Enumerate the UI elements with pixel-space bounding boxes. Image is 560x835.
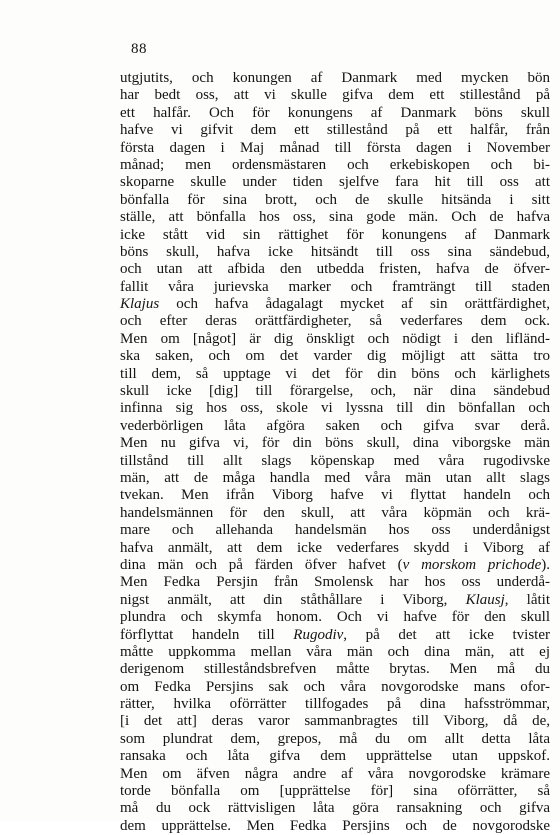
text-line: [i det att] deras varor sammanbragtes till Viborg, då de, — [120, 713, 550, 730]
text-line: hafva anmält, att dem icke vederfares skydd i Viborg af — [120, 539, 550, 556]
text-line: infinna sig hos oss, skole vi lyssna till din bönfallan och — [120, 400, 550, 417]
text-line: rätter, hvilka oförrätter tillfogades på dina hafsströmmar, — [120, 696, 550, 713]
text-line: tvekan. Men ifrån Viborg hafve vi flyttat handeln och — [120, 487, 550, 504]
text-line: derigenom stilleståndsbrefven måtte brytas. Men må du — [120, 661, 550, 678]
text-line: skull icke [dig] till förargelse, och, när dina sändebud — [120, 383, 550, 400]
text-line: om Fedka Persjins sak och våra novgorodske mans ofor- — [120, 678, 550, 695]
text-line: första dagen i Maj månad till första dagen i November — [120, 139, 550, 156]
text-line: handelsmännen för den skull, att våra köpmän och krä- — [120, 504, 550, 521]
text-line: måtte uppkomma mellan våra män och dina män, att ej — [120, 643, 550, 660]
text-line: ransaka och låta gifva dem upprättelse utan uppskof. — [120, 748, 550, 765]
text-line: plundra och skymfa honom. Och vi hafve för den skull — [120, 609, 550, 626]
text-line: skoparne skulle under tiden sjelfve fara hit till oss att — [120, 174, 550, 191]
text-line: förflyttat handeln till Rugodiv, på det att icke tvister — [120, 626, 550, 643]
text-line: och efter deras orättfärdigheter, så vederfares dem ock. — [120, 313, 550, 330]
text-line: nigst anmält, att din ståthållare i Viborg, Klausj, låtit — [120, 591, 550, 608]
text-line: Men om [något] är dig önskligt och nödigt i den lifländ- — [120, 330, 550, 347]
text-line: dina män och på färden öfver hafvet (v morskom prichode). — [120, 556, 550, 573]
text-line: icke stått vid sin rättighet för konungens af Danmark — [120, 226, 550, 243]
text-line: ställe, att bönfalla hos oss, sina gode män. Och de hafva — [120, 209, 550, 226]
text-line: till dem, så upptage vi det för din böns och kärlighets — [120, 365, 550, 382]
text-line: böns skull, hafva icke hitsändt till oss sina sändebud, — [120, 243, 550, 260]
text-line: och utan att afbida den utbedda fristen, hafva de öfver- — [120, 261, 550, 278]
text-line: ska saken, och om det varder dig möjligt att sätta tro — [120, 348, 550, 365]
text-line: bönfalla för sina brott, och de skulle hitsända i sitt — [120, 191, 550, 208]
text-line: som plundrat dem, grepos, må du om allt detta låta — [120, 730, 550, 747]
text-line: dem upprättelse. Men Fedka Persjins och de novgorodske — [120, 817, 550, 834]
text-line: Men nu gifva vi, för din böns skull, dina viborgske män — [120, 435, 550, 452]
text-line: torde bönfalla om [upprättelse för] sina oförrätter, så — [120, 783, 550, 800]
text-line: utgjutits, och konungen af Danmark med mycken bön — [120, 70, 550, 86]
page-number: 88 — [131, 41, 147, 57]
text-line: har bedt oss, att vi skulle gifva dem ett stillestånd på — [120, 87, 550, 104]
text-line: män, att de måga handla med våra män utan allt slags — [120, 469, 550, 486]
text-line: månad; men ordensmästaren och erkebiskopen och bi- — [120, 156, 550, 173]
text-line: ett halfår. Och för konungens af Danmark böns skull — [120, 104, 550, 121]
text-line: Men om äfven några andre af våra novgorodske krämare — [120, 765, 550, 782]
text-line: vederbörligen låta afgöra saken och gifva svar derå. — [120, 417, 550, 434]
text-line: mare och allehanda handelsmän hos oss underdånigst — [120, 522, 550, 539]
text-line: må du ock rättvisligen låta göra ransakning och gifva — [120, 800, 550, 817]
body-text — [120, 70, 550, 835]
text-line: Klajus och hafva ådagalagt mycket af sin orättfärdighet, — [120, 296, 550, 313]
text-line: fallit våra jurievska marker och framträngt till staden — [120, 278, 550, 295]
text-line: Men Fedka Persjin från Smolensk har hos oss underdå- — [120, 574, 550, 591]
text-line: hafve vi gifvit dem ett stillestånd på ett halfår, från — [120, 122, 550, 139]
text-line: tillstånd till allt slags köpenskap med våra rugodivske — [120, 452, 550, 469]
